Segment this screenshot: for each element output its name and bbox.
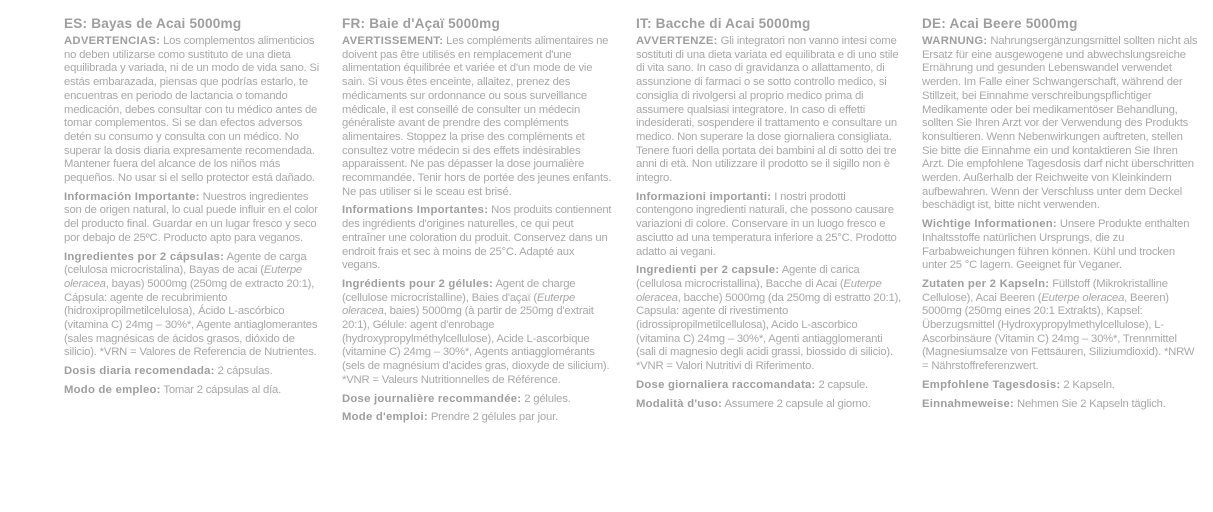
important-info-paragraph-es bbox=[64, 191, 324, 246]
usage-text-de: Nehmen Sie 2 Kapseln täglich. bbox=[1016, 397, 1166, 410]
warnings-paragraph-de bbox=[922, 35, 1198, 213]
usage-text-fr: Prendre 2 gélules par jour. bbox=[430, 411, 558, 424]
label-column-fr bbox=[342, 16, 614, 430]
usage-text-es: Tomar 2 cápsulas al día. bbox=[163, 383, 282, 396]
usage-paragraph-it bbox=[636, 398, 902, 412]
warnings-paragraph-it bbox=[636, 35, 902, 186]
ingredients-text-post-de: , Beeren) 5000mg (250mg eines 20:1 Extrakts), Kapsel: Überzugsmittel (Hydroxypropylmethylcellulose), L-Ascorbinsäure (Vitamin C) 24mg – 30%*, Trennmittel (Magnesiumsalze von Fettsäuren, Siliziumdioxid). *NRW = Nährstoffreferenzwert. bbox=[922, 291, 1195, 373]
usage-label-es: Modo de empleo: bbox=[64, 383, 161, 396]
important-info-text-fr: Nos produits contiennent des ingrédients d'origines naturelles, ce qui peut entraîner une coloration du produit. Conservez dans un endroit frais et sec à moins de 25°C. Adapté aux vegans. bbox=[342, 204, 612, 272]
label-column-it bbox=[636, 16, 902, 430]
dose-paragraph-fr bbox=[342, 393, 614, 407]
dose-label-it: Dose giornaliera raccomandata: bbox=[636, 378, 816, 391]
ingredients-label-es: Ingredientes por 2 cápsulas: bbox=[64, 250, 225, 263]
important-info-label-fr: Informations Importantes: bbox=[342, 204, 489, 217]
label-column-es bbox=[64, 16, 324, 430]
important-info-text-it: I nostri prodotti contengono ingredienti naturali, che possono causare variazioni di colore. Conservare in un luogo fresco e asciutto ad una temperatura inferiore a 25°C. Prodotto adatto ai vegani. bbox=[636, 190, 897, 258]
warnings-text-es: Los complementos alimenticios no deben utilizarse como sustituto de una dieta equilibrada y variada, ni de un modo de vida sano. Si estás embarazada, piensas que podrías estarlo, te encuentras en periodo de lactancia o tomando medicación, debes consultar con tu médico antes de tomar complementos. Si se dan efectos adversos detén su consumo y consulta con un médico. No superar la dosis diaria expresamente recomendada. Mantener fuera del alcance de los niños más pequeños. No usar si el sello protector está dañado. bbox=[64, 35, 320, 185]
ingredients-text-de bbox=[922, 278, 1194, 372]
dose-paragraph-it bbox=[636, 379, 902, 393]
latin-species-name-fr: Euterpe oleracea bbox=[342, 291, 576, 318]
ingredients-paragraph-de bbox=[922, 278, 1198, 374]
dose-label-de: Empfohlene Tagesdosis: bbox=[922, 378, 1061, 391]
warnings-paragraph-fr bbox=[342, 35, 614, 199]
ingredients-label-fr: Ingrédients pour 2 gélules: bbox=[342, 277, 494, 290]
warnings-label-it: AVVERTENZE: bbox=[636, 35, 718, 47]
important-info-text-de: Unsere Produkte enthalten Inhaltsstoffe natürlichen Ursprungs, die zu Farbabweichungen führen können. Kühl und trocken unter 25 °C lagern. Geeignet für Veganer. bbox=[922, 218, 1190, 272]
important-info-paragraph-fr bbox=[342, 204, 614, 273]
dose-label-fr: Dose journalière recommandée: bbox=[342, 392, 522, 405]
ingredients-text-es bbox=[64, 251, 317, 359]
usage-paragraph-fr bbox=[342, 411, 614, 425]
latin-species-name-es: Euterpe oleracea bbox=[64, 264, 303, 290]
dose-text-de: 2 Kapseln. bbox=[1063, 378, 1115, 391]
important-info-paragraph-it bbox=[636, 191, 902, 260]
ingredients-text-pre-fr: Agent de charge (cellulose microcristalline), Baies d'açaï ( bbox=[342, 277, 576, 304]
usage-paragraph-es bbox=[64, 384, 324, 398]
important-info-paragraph-de bbox=[922, 218, 1198, 273]
ingredients-text-post-es: , bayas) 5000mg (250mg de extracto 20:1), Cápsula: agente de recubrimiento (hidroxipropilmetilcelulosa), Ácido L-ascórbico (vitamina C) 24mg – 30%*, Agente antiaglomerantes (sales magnésicas de ácidos grasos, dióxido de silicio). *VRN = Valores de Referencia de Nutrientes. bbox=[64, 277, 318, 359]
usage-text-it: Assumere 2 capsule al giorno. bbox=[724, 397, 871, 410]
latin-species-name-de: Euterpe oleracea bbox=[1041, 291, 1125, 304]
usage-paragraph-de bbox=[922, 398, 1198, 412]
ingredients-text-pre-de: Füllstoff (Mikrokristalline Cellulose), Acai Beeren ( bbox=[922, 277, 1168, 304]
ingredients-label-de: Zutaten per 2 Kapseln: bbox=[922, 277, 1050, 290]
latin-species-name-it: Euterpe oleracea bbox=[636, 277, 882, 304]
important-info-label-es: Información Importante: bbox=[64, 190, 200, 203]
ingredients-paragraph-es bbox=[64, 251, 324, 361]
product-title-es: ES: Bayas de Acai 5000mg bbox=[64, 16, 242, 31]
ingredients-label-it: Ingredienti per 2 capsule: bbox=[636, 264, 780, 277]
warnings-label-de: WARNUNG: bbox=[922, 35, 988, 47]
product-title-de: DE: Acai Beere 5000mg bbox=[922, 16, 1078, 31]
dose-paragraph-de bbox=[922, 379, 1198, 393]
dose-paragraph-es bbox=[64, 365, 324, 379]
warnings-text-fr: Les compléments alimentaires ne doivent pas être utilisés en remplacement d'une alimentation équilibrée et variée et d'un mode de vie sain. Si vous êtes enceinte, allaitez, prenez des médicaments sur ordonnance ou sous surveillance médicale, il est conseillé de consulter un médecin généraliste avant de prendre des compléments alimentaires. Stoppez la prise des compléments et consultez votre médecin si des effets indésirables apparaissent. Ne pas dépasser la dose journalière recommandée. Tenir hors de portée des jeunes enfants. Ne pas utiliser si le sceau est brisé. bbox=[342, 35, 612, 198]
important-info-label-it: Informazioni importanti: bbox=[636, 190, 772, 203]
usage-label-fr: Mode d'emploi: bbox=[342, 411, 428, 424]
usage-label-it: Modalità d'uso: bbox=[636, 397, 723, 410]
ingredients-text-fr bbox=[342, 278, 609, 386]
important-info-text-es: Nuestros ingredientes son de origen natural, lo cual puede influir en el color del producto final. Guardar en un lugar fresco y seco por debajo de 25ºC. Producto apto para veganos. bbox=[64, 190, 318, 244]
warnings-label-es: ADVERTENCIAS: bbox=[64, 35, 161, 47]
product-title-fr: FR: Baie d'Açaï 5000mg bbox=[342, 16, 500, 31]
ingredients-text-pre-es: Agente de carga (celulosa microcristalina), Bayas de acai ( bbox=[64, 250, 307, 277]
ingredients-text-it bbox=[636, 264, 901, 372]
important-info-label-de: Wichtige Informationen: bbox=[922, 218, 1057, 231]
dose-text-es: 2 cápsulas. bbox=[217, 365, 273, 378]
ingredients-text-post-fr: , baies) 5000mg (à partir de 250mg d'extrait 20:1), Gélule: agent d'enrobage (hydroxypropylméthylcellulose), Acide L-ascorbique (vitamine C) 24mg – 30%*, Agents antiagglomérants (sels de magnésium d'acides gras, dioxyde de silicium). *VNR = Valeurs Nutritionnelles de Référence. bbox=[342, 305, 610, 386]
warnings-paragraph-es bbox=[64, 35, 324, 186]
warnings-label-fr: AVERTISSEMENT: bbox=[342, 35, 444, 47]
dose-text-fr: 2 gélules. bbox=[524, 392, 571, 405]
product-title-it: IT: Bacche di Acai 5000mg bbox=[636, 16, 811, 31]
ingredients-text-post-it: , bacche) 5000mg (da 250mg di estratto 20:1), Capsula: agente di rivestimento (idrossipropilmetilcellulosa), Acido L-ascorbico (vitamina C) 24mg – 30%*, Agenti antiagglomeranti (sali di magnesio degli acidi grassi, biossido di silicio). *VNR = Valori Nutritivi di Riferimento. bbox=[636, 291, 902, 373]
ingredients-text-pre-it: Agente di carica (cellulosa microcristallina), Bacche di Acai ( bbox=[636, 264, 860, 290]
ingredients-paragraph-it bbox=[636, 264, 902, 374]
usage-label-de: Einnahmeweise: bbox=[922, 397, 1015, 410]
warnings-text-de: Nahrungsergänzungsmittel sollten nicht als Ersatz für eine ausgewogene und abwechslungsreiche Ernährung und gesunden Lebenswandel verwendet werden. Im Falle einer Schwangerschaft, während der Stillzeit, bei Einnahme verschreibungspflichtiger Medikamente oder bei medikamentöser Behandlung, sollten Sie Ihren Arzt vor der Verwendung des Produkts konsultieren. Wenn Nebenwirkungen auftreten, stellen Sie bitte die Einnahme ein und kontaktieren Sie Ihren Arzt. Die empfohlene Tagesdosis darf nicht überschritten werden. Außerhalb der Reichweite von Kleinkindern aufbewahren. Wenn der Verschluss unter dem Deckel beschädigt ist, bitte nicht verwenden. bbox=[922, 35, 1198, 212]
dose-label-es: Dosis diaria recomendada: bbox=[64, 365, 215, 378]
dose-text-it: 2 capsule. bbox=[818, 378, 868, 391]
ingredients-paragraph-fr bbox=[342, 278, 614, 388]
label-column-de bbox=[922, 16, 1198, 430]
warnings-text-it: Gli integratori non vanno intesi come sostituti di una dieta variata ed equilibrata e di uno stile di vita sano. In caso di gravidanza o allattamento, di assunzione di farmaci o se sotto controllo medico, si consiglia di rivolgersi al proprio medico prima di assumere qualsiasi integratore. In caso di effetti indesiderati, sospendere il trattamento e consultare un medico. Non superare la dose giornaliera consigliata. Tenere fuori della portata dei bambini al di sotto dei tre anni di età. Non utilizzare il prodotto se il sigillo non è integro. bbox=[636, 35, 899, 185]
